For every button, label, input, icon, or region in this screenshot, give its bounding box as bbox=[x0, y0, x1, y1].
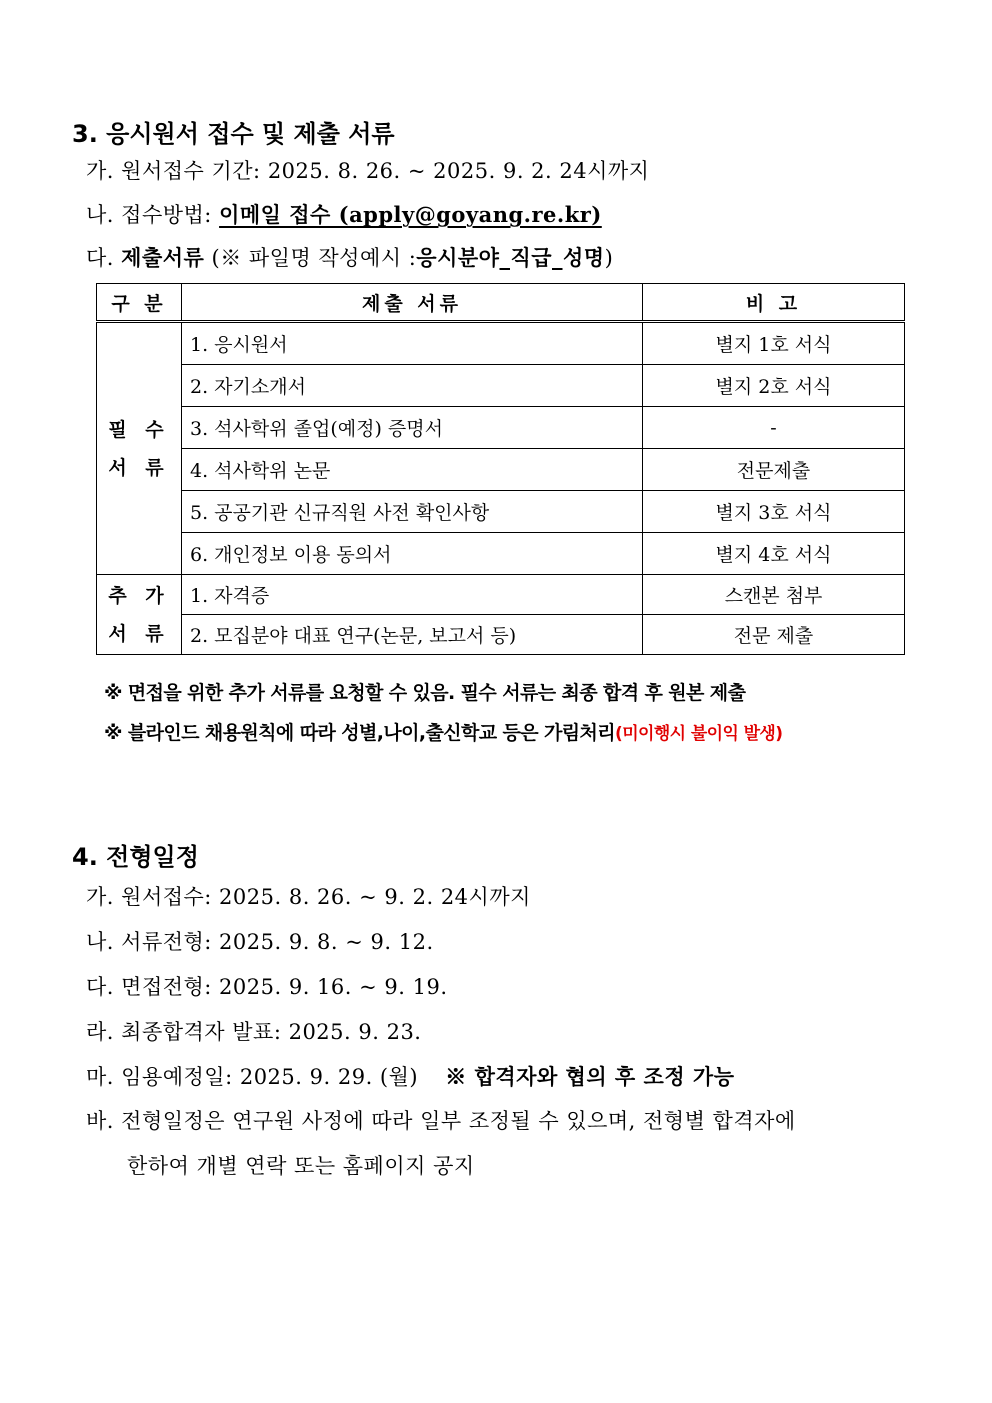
document-cell: 4. 석사학위 논문 bbox=[182, 449, 643, 491]
document-cell: 1. 자격증 bbox=[182, 575, 643, 615]
appointment-note: ※ 합격자와 협의 후 조정 가능 bbox=[445, 1064, 735, 1089]
item-marker: 나. bbox=[86, 203, 114, 227]
schedule-item: 다. 면접전형: 2025. 9. 16. ~ 9. 19. bbox=[86, 975, 448, 999]
application-period bbox=[86, 155, 649, 185]
application-method bbox=[86, 199, 602, 229]
document-cell: 1. 응시원서 bbox=[182, 322, 643, 365]
remark-cell: - bbox=[643, 407, 905, 449]
period-label: 원서접수 기간: bbox=[121, 159, 261, 183]
table-row bbox=[97, 449, 905, 491]
remark-cell: 별지 1호 서식 bbox=[643, 322, 905, 365]
period-value: 2025. 8. 26. ~ 2025. 9. 2. 24시까지 bbox=[267, 159, 650, 183]
schedule-item: 나. 서류전형: 2025. 9. 8. ~ 9. 12. bbox=[86, 930, 434, 954]
remark-cell: 별지 4호 서식 bbox=[643, 533, 905, 575]
remark-cell: 전문 제출 bbox=[643, 615, 905, 655]
remark-cell: 별지 2호 서식 bbox=[643, 365, 905, 407]
table-row bbox=[97, 575, 905, 615]
schedule-item: 라. 최종합격자 발표: 2025. 9. 23. bbox=[86, 1020, 422, 1044]
table-row bbox=[97, 615, 905, 655]
method-label: 접수방법: bbox=[121, 203, 212, 227]
header-remark: 비 고 bbox=[643, 284, 905, 322]
table-row bbox=[97, 322, 905, 365]
schedule-item-continuation: 한하여 개별 연락 또는 홈페이지 공지 bbox=[127, 1154, 475, 1178]
item-marker: 다. bbox=[86, 975, 114, 999]
section3-title: 3. 응시원서 접수 및 제출 서류 bbox=[72, 120, 395, 148]
item-marker: 바. bbox=[86, 1109, 114, 1133]
table-row bbox=[97, 365, 905, 407]
docs-label: 제출서류 bbox=[121, 245, 205, 270]
remark-cell: 전문제출 bbox=[643, 449, 905, 491]
submission-docs-line bbox=[86, 242, 613, 272]
note-blind-hiring: ※ 블라인드 채용원칙에 따라 성별,나이,출신학교 등은 가림처리(미이행시 불이익 발생) bbox=[104, 722, 783, 744]
section4-title: 4. 전형일정 bbox=[72, 843, 199, 871]
item-marker: 가. bbox=[86, 159, 114, 183]
filename-hint-close: ) bbox=[604, 246, 614, 270]
submission-documents-table bbox=[96, 283, 905, 655]
filename-hint: (※ 파일명 작성예시 : bbox=[211, 246, 417, 270]
item-marker: 가. bbox=[86, 885, 114, 909]
item-marker: 다. bbox=[86, 246, 114, 270]
document-cell: 6. 개인정보 이용 동의서 bbox=[182, 533, 643, 575]
category-additional: 추 가 서 류 bbox=[97, 575, 182, 655]
header-document: 제출 서류 bbox=[182, 284, 643, 322]
item-marker: 라. bbox=[86, 1020, 114, 1044]
item-marker: 마. bbox=[86, 1065, 114, 1089]
table-row bbox=[97, 533, 905, 575]
blind-warning: (미이행시 불이익 발생) bbox=[615, 724, 783, 744]
remark-cell: 별지 3호 서식 bbox=[643, 491, 905, 533]
header-category: 구 분 bbox=[97, 284, 182, 322]
schedule-item: 바. 전형일정은 연구원 사정에 따라 일부 조정될 수 있으며, 전형별 합격자에 bbox=[86, 1109, 796, 1133]
note-additional-docs: ※ 면접을 위한 추가 서류를 요청할 수 있음. 필수 서류는 최종 합격 후 원본 제출 bbox=[104, 682, 746, 704]
category-required: 필 수 서 류 bbox=[97, 322, 182, 575]
item-marker: 나. bbox=[86, 930, 114, 954]
document-cell: 5. 공공기관 신규직원 사전 확인사항 bbox=[182, 491, 643, 533]
document-cell: 3. 석사학위 졸업(예정) 증명서 bbox=[182, 407, 643, 449]
table-row bbox=[97, 491, 905, 533]
method-email: 이메일 접수 (apply@goyang.re.kr) bbox=[219, 202, 602, 227]
document-cell: 2. 자기소개서 bbox=[182, 365, 643, 407]
remark-cell: 스캔본 첨부 bbox=[643, 575, 905, 615]
document-cell: 2. 모집분야 대표 연구(논문, 보고서 등) bbox=[182, 615, 643, 655]
table-row bbox=[97, 407, 905, 449]
schedule-item: 마. 임용예정일: 2025. 9. 29. (월) ※ 합격자와 협의 후 조정 가능 bbox=[86, 1064, 735, 1089]
filename-example: 응시분야_직급_성명 bbox=[416, 245, 605, 270]
schedule-item: 가. 원서접수: 2025. 8. 26. ~ 9. 2. 24시까지 bbox=[86, 885, 531, 909]
table-header-row bbox=[97, 284, 905, 322]
